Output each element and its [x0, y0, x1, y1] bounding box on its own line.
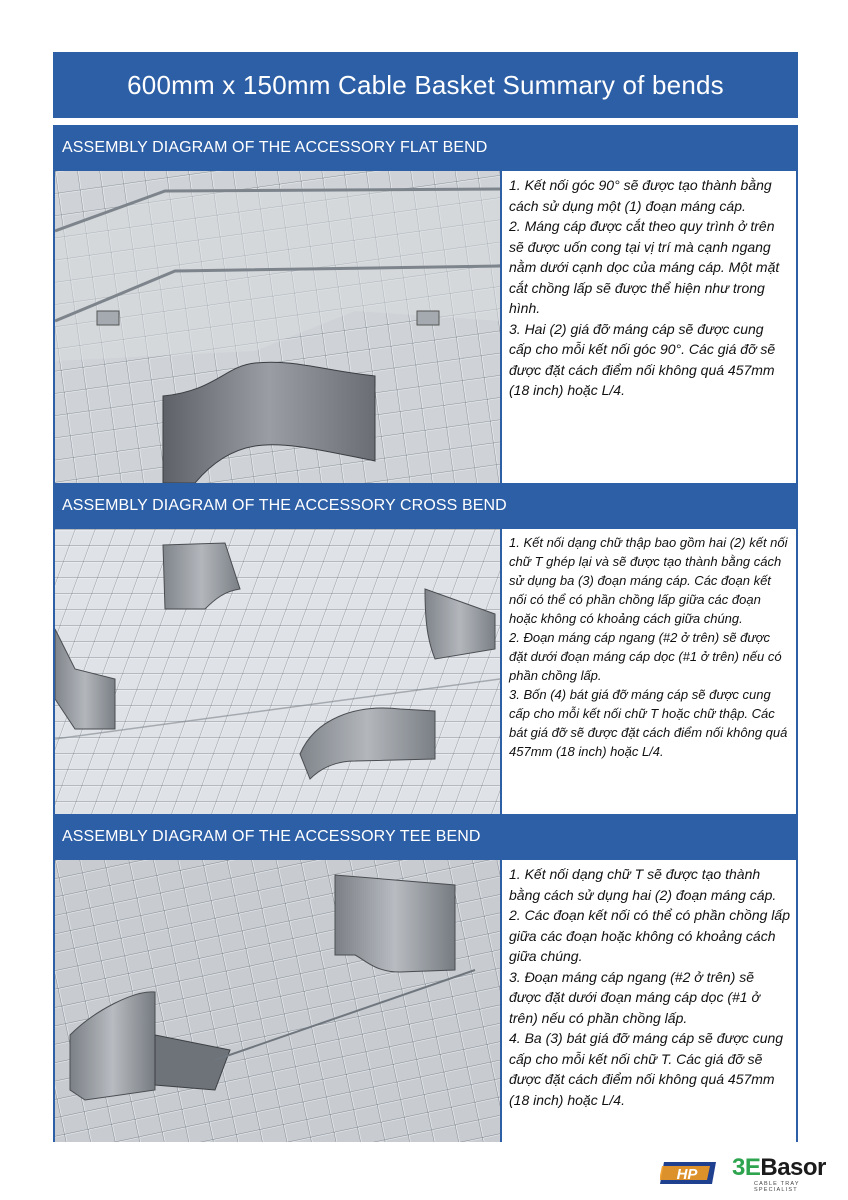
instruction-paragraph: 1. Kết nối dạng chữ T sẽ được tạo thành bằng cách sử dụng hai (2) đoạn máng cáp.: [509, 866, 777, 903]
instruction-paragraph: 1. Kết nối góc 90° sẽ được tạo thành bằng cách sử dụng một (1) đoạn máng cáp.: [509, 177, 772, 214]
hp-logo-text: HP: [676, 1166, 698, 1183]
instruction-paragraph: 3. Hai (2) giá đỡ máng cáp sẽ được cung cấp cho mỗi kết nối góc 90°. Các giá đỡ sẽ được đặt cách điểm nối không quá 457mm (18 inch) hoặc L/4.: [509, 320, 776, 398]
instruction-paragraph: 4. Ba (3) bát giá đỡ máng cáp sẽ được cung cấp cho mỗi kết nối chữ T. Các giá đỡ sẽ được đặt cách điểm nối không quá 457mm (18 inch) hoặc L/4.: [509, 1030, 784, 1108]
basor-logo: [732, 1154, 832, 1193]
instruction-paragraph: 2. Các đoạn kết nối có thể có phần chồng lấp giữa các đoạn hoặc không có khoảng cách giữa chúng.: [509, 907, 790, 964]
basor-tagline: CABLE TRAY SPECIALIST: [754, 1181, 800, 1193]
section-heading-flat-bend: ASSEMBLY DIAGRAM OF THE ACCESSORY FLAT BEND: [53, 125, 798, 171]
instruction-paragraph: 3. Đoạn máng cáp ngang (#2 ở trên) sẽ được đặt dưới đoạn máng cáp dọc (#1 ở trên) nếu có phần chồng lấp.: [509, 968, 760, 1026]
instruction-paragraph: 2. Đoạn máng cáp ngang (#2 ở trên) sẽ được đặt dưới đoạn máng cáp dọc (#1 ở trên) nếu có phần chồng lấp.: [509, 630, 782, 683]
cross-bend-illustration: [55, 529, 500, 814]
tee-bend-instructions: [509, 864, 790, 1110]
instruction-paragraph: 2. Máng cáp được cắt theo quy trình ở trên sẽ được uốn cong tại vị trí mà cạnh ngang nằm dưới cạnh dọc của máng cáp. Một mặt cắt chồng lấp sẽ được thể hiện như trong hình.: [509, 218, 780, 316]
footer-logos: [660, 1154, 830, 1193]
flat-bend-photo: [55, 171, 502, 483]
basor-prefix: 3E: [732, 1154, 761, 1181]
cross-bend-photo: [55, 529, 502, 814]
instruction-paragraph: 3. Bốn (4) bát giá đỡ máng cáp sẽ được cung cấp cho mỗi kết nối chữ T hoặc chữ thập. Các bát giá đỡ sẽ được đặt cách điểm nối không quá 457mm (18 inch) hoặc L/4.: [509, 687, 788, 759]
section-heading-cross-bend: ASSEMBLY DIAGRAM OF THE ACCESSORY CROSS BEND: [53, 483, 798, 529]
flat-bend-instructions: [509, 175, 790, 401]
instruction-paragraph: 1. Kết nối dạng chữ thập bao gồm hai (2) kết nối chữ T ghép lại và sẽ được tạo thành bằng cách sử dụng ba (3) đoạn máng cáp. Các đoạn kết nối có thể có phần chồng lấp giữa các đoạn hoặc không có khoảng cách giữa chúng.: [509, 535, 788, 626]
section-cross-bend: [53, 529, 798, 814]
tee-bend-illustration: [55, 860, 500, 1142]
cross-bend-instructions: [509, 533, 790, 761]
page-title: 600mm x 150mm Cable Basket Summary of bends: [53, 52, 798, 118]
section-heading-tee-bend: ASSEMBLY DIAGRAM OF THE ACCESSORY TEE BEND: [53, 814, 798, 860]
section-tee-bend: [53, 860, 798, 1142]
hp-logo: [660, 1160, 718, 1186]
section-flat-bend: [53, 171, 798, 483]
basor-wordmark: [732, 1156, 826, 1180]
tee-bend-photo: [55, 860, 502, 1142]
basor-name: Basor: [760, 1154, 826, 1181]
flat-bend-illustration: [55, 171, 500, 483]
